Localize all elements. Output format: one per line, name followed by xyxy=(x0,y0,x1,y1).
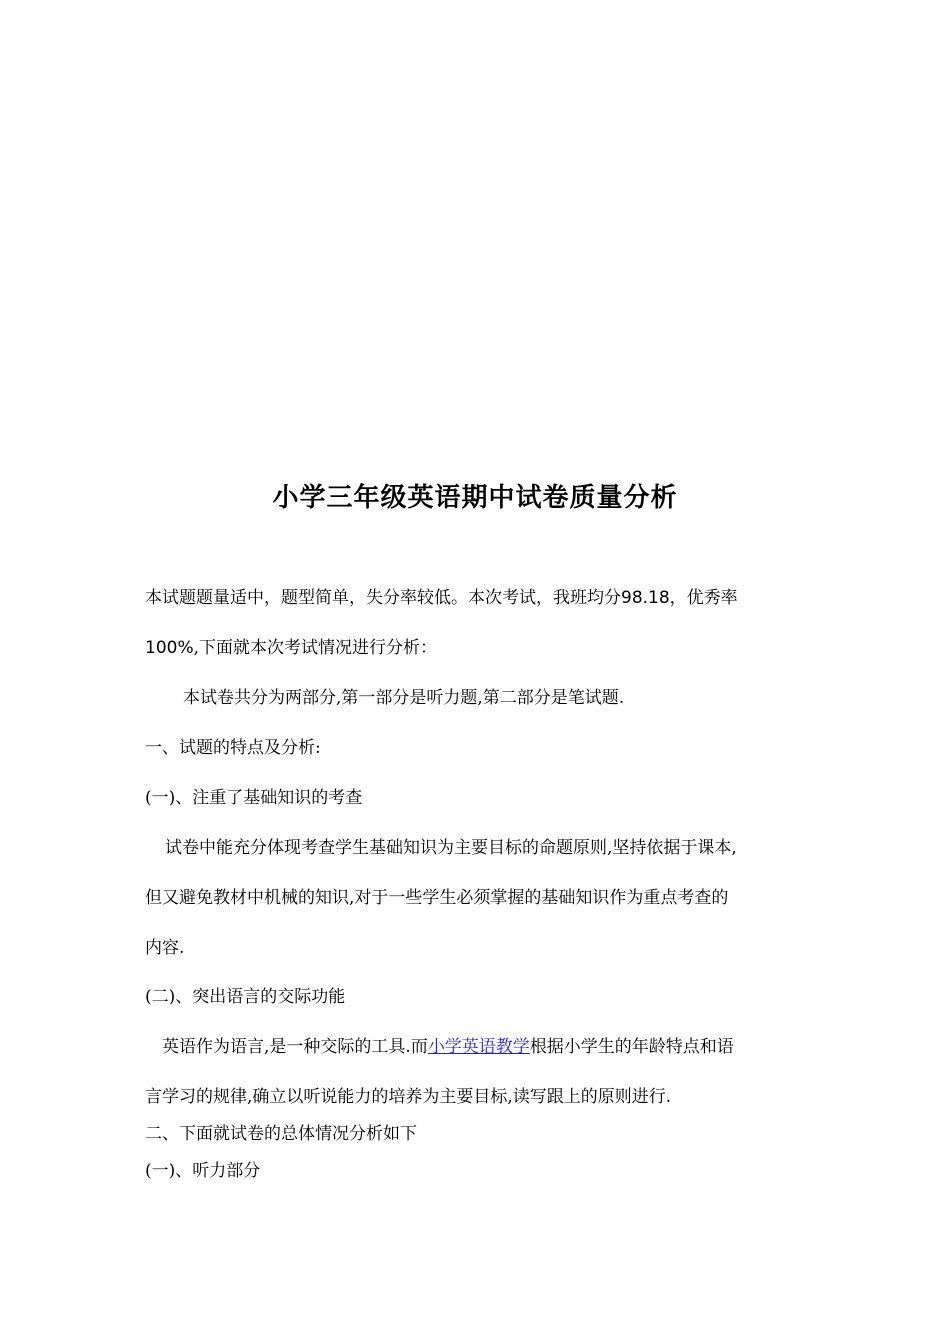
subsection-1-body-line-3: 内容. xyxy=(145,938,185,958)
excellence-rate: 100% xyxy=(145,638,194,658)
intro-line-1 xyxy=(145,587,738,609)
primary-english-teaching-link[interactable]: 小学英语教学 xyxy=(427,1037,530,1057)
subsection-3-heading: (一)、听力部分 xyxy=(145,1161,261,1181)
subsection-1-body-line-2: 但又避免教材中机械的知识,对于一些学生必须掌握的基础知识作为重点考查的 xyxy=(145,888,729,908)
subsection-2-body-line-2: 言学习的规律,确立以听说能力的培养为主要目标,读写跟上的原则进行. xyxy=(145,1087,672,1107)
structure-paragraph: 本试卷共分为两部分,第一部分是听力题,第二部分是笔试题. xyxy=(183,688,625,708)
intro-text-1: 本试题题量适中，题型简单，失分率较低。本次考试，我班均分 xyxy=(145,588,621,608)
subsection-1-heading: (一)、注重了基础知识的考查 xyxy=(145,788,363,808)
intro-text-3: ,下面就本次考试情况进行分析： xyxy=(193,638,438,658)
subsection-1-body-line-1: 试卷中能充分体现考查学生基础知识为主要目标的命题原则,坚持依据于课本, xyxy=(165,838,737,858)
subsection-2-body-line-1 xyxy=(162,1036,734,1058)
subsection-2-text-1: 英语作为语言,是一种交际的工具.而 xyxy=(162,1037,428,1057)
subsection-2-text-2: 根据小学生的年龄特点和语 xyxy=(529,1037,734,1057)
section-2-heading: 二、下面就试卷的总体情况分析如下 xyxy=(145,1124,417,1144)
document-title: 小学三年级英语期中试卷质量分析 xyxy=(272,483,678,513)
intro-line-2 xyxy=(145,637,437,659)
subsection-2-heading: (二)、突出语言的交际功能 xyxy=(145,987,346,1007)
average-score: 98.18 xyxy=(621,588,670,608)
section-1-heading: 一、试题的特点及分析: xyxy=(145,738,321,758)
intro-text-2: ，优秀率 xyxy=(669,588,738,608)
